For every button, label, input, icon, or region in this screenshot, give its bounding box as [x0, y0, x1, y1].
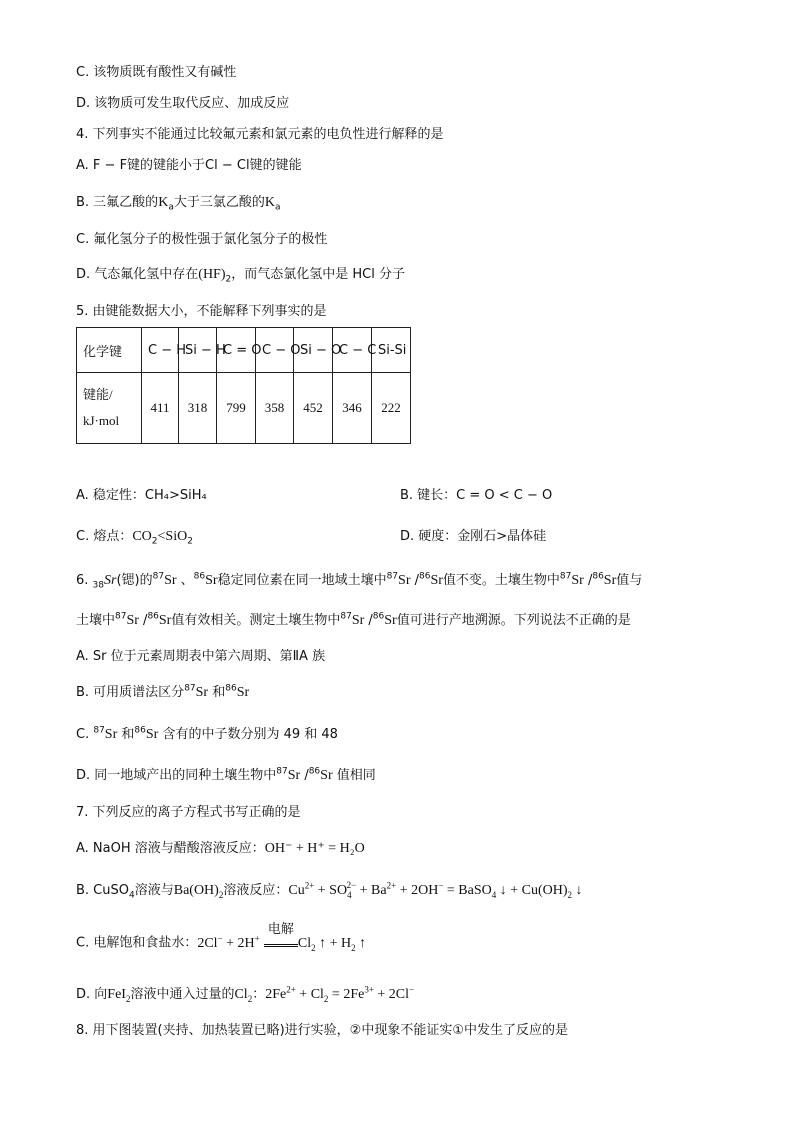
- q7-option-c: C. 电解饱和食盐水：2Cl− + 2H+ 电解 $Cl_2$ ↑ + $H_2$ ↑: [76, 922, 367, 953]
- q6-option-a: A. Sr 位于元素周期表中第六周期、第ⅡA 族: [76, 649, 326, 664]
- q4-option-d: D. 气态氟化氢中存在$(HF)_2$，而气态氯化氢中是 HCl 分子: [76, 267, 405, 285]
- q3-option-c: C. 该物质既有酸性又有碱性: [76, 65, 237, 80]
- table-bond: Si − H: [185, 342, 226, 358]
- table-value: 799: [217, 373, 256, 444]
- q6-option-d: D. 同一地域产出的同种土壤生物中$^{87}$Sr /$^{86}$Sr 值相同: [76, 766, 376, 783]
- q5-option-d: D. 硬度：金刚石>晶体硅: [400, 529, 547, 544]
- q7-stem: 7. 下列反应的离子方程式书写正确的是: [76, 805, 301, 820]
- q5-option-b: B. 键长：C = O < C − O: [400, 488, 553, 503]
- q5-stem: 5. 由键能数据大小，不能解释下列事实的是: [76, 304, 327, 319]
- q8-stem: 8. 用下图装置(夹持、加热装置已略)进行实验，②中现象不能证实①中发生了反应的是: [76, 1023, 568, 1038]
- q4-option-b: B. 三氟乙酸的$K_a$大于三氯乙酸的$K_a$: [76, 195, 281, 213]
- table-bond: Si − O: [300, 342, 342, 358]
- q5-option-a: A. 稳定性：CH₄>SiH₄: [76, 488, 207, 503]
- table-value: 358: [256, 373, 294, 444]
- q3-option-d: D. 该物质可发生取代反应、加成反应: [76, 96, 290, 111]
- bond-energy-table: [76, 327, 411, 444]
- q6-stem-line1: 6. $_{38}$Sr(锶)的$^{87}$Sr 、$^{86}$Sr稳定同位素在同一地域土壤中$^{87}$Sr /$^{86}$Sr值不变。土壤生物中$^{87}$Sr /$^{86}$Sr值与: [76, 571, 643, 591]
- table-bond: C − H: [148, 342, 187, 358]
- table-value: 411: [142, 373, 179, 444]
- q7-option-a: A. NaOH 溶液与醋酸溶液反应：OH⁻ + H⁺ = H₂O: [76, 841, 365, 856]
- q6-option-c: C. $^{87}$Sr 和$^{86}$Sr 含有的中子数分别为 49 和 48: [76, 725, 338, 742]
- table-row-label: 键能/ kJ·mol: [77, 373, 142, 444]
- q4-option-c: C. 氟化氢分子的极性强于氯化氢分子的极性: [76, 232, 328, 247]
- q4-option-a: A. F − F键的键能小于Cl − Cl键的键能: [76, 158, 302, 173]
- q6-option-b: B. 可用质谱法区分$^{87}$Sr 和$^{86}$Sr: [76, 683, 250, 700]
- table-bond: C − C: [339, 342, 377, 358]
- table-value: 452: [294, 373, 333, 444]
- q5-option-c: C. 熔点：$CO_2<SiO_2$: [76, 529, 193, 547]
- q7-option-d: D. 向FeI$_2$溶液中通入过量的$Cl_2$：$2Fe^{2+} + Cl_2 = 2Fe^{3+} + 2Cl^-$: [76, 984, 415, 1004]
- table-bond: Si-Si: [378, 342, 407, 358]
- q4-stem: 4. 下列事实不能通过比较氟元素和氯元素的电负性进行解释的是: [76, 127, 444, 142]
- table-bond: C = O: [223, 342, 262, 358]
- table-value: 318: [179, 373, 217, 444]
- q6-stem-line2: 土壤中$^{87}$Sr /$^{86}$Sr值有效相关。测定土壤生物中$^{87}$Sr /$^{86}$Sr值可进行产地溯源。下列说法不正确的是: [76, 611, 631, 628]
- table-bond: C − O: [262, 342, 301, 358]
- table-value: 346: [333, 373, 372, 444]
- electrolysis-arrow: 电解: [264, 934, 298, 952]
- table-header-label: 化学键: [83, 344, 123, 360]
- q7-option-b: B. CuSO$_4$溶液与$Ba(OH)_2$溶液反应：$Cu^{2+} + SO_4^{2-} + Ba^{2+} + 2OH^-$ = BaSO$_4$ ↓ + $Cu(OH)_2$ ↓: [76, 880, 583, 901]
- table-value: 222: [372, 373, 411, 444]
